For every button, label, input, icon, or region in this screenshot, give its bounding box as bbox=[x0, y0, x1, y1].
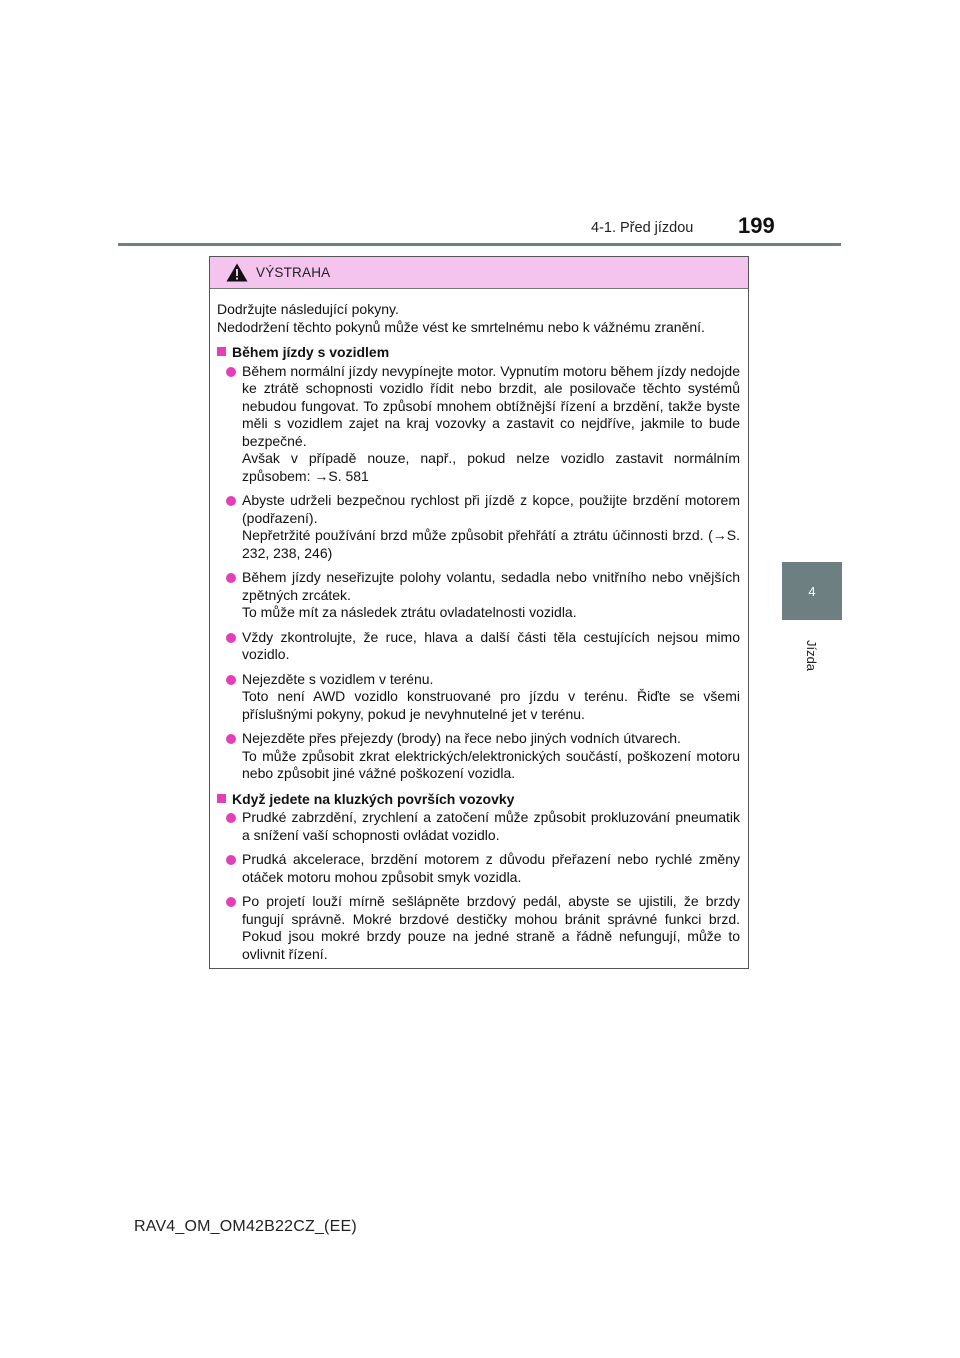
chapter-number: 4 bbox=[808, 583, 816, 599]
item-paragraph: Nejezděte přes přejezdy (brody) na řece nebo jiných vodních útvarech. bbox=[242, 730, 681, 746]
list-item bbox=[217, 363, 740, 486]
item-paragraph: Prudké zabrzdění, zrychlení a zatočení může způsobit prokluzování pneumatik a snížení vaší schopnosti ovládat vozidlo. bbox=[242, 809, 740, 843]
list-item bbox=[217, 629, 740, 664]
circle-bullet-icon bbox=[226, 633, 236, 643]
warning-body bbox=[210, 289, 748, 963]
warning-section bbox=[217, 791, 740, 964]
warning-box bbox=[209, 256, 749, 969]
manual-code: RAV4_OM_OM42B22CZ_(EE) bbox=[134, 1218, 357, 1235]
chapter-tab bbox=[782, 562, 842, 620]
list-item bbox=[217, 671, 740, 724]
item-paragraph: Avšak v případě nouze, např., pokud nelze vozidlo zastavit normálním způsobem: →S. 581 bbox=[242, 450, 740, 484]
list-item bbox=[217, 730, 740, 783]
square-bullet-icon bbox=[217, 794, 226, 803]
section-heading bbox=[217, 791, 740, 809]
item-paragraph: Během jízdy neseřizujte polohy volantu, sedadla nebo vnitřního nebo vnějších zpětných zrcátek. bbox=[242, 569, 740, 603]
square-bullet-icon bbox=[217, 347, 226, 356]
section-heading-text: Během jízdy s vozidlem bbox=[232, 344, 390, 360]
list-item bbox=[217, 492, 740, 562]
circle-bullet-icon bbox=[226, 573, 236, 583]
warning-title: VÝSTRAHA bbox=[256, 265, 331, 280]
item-paragraph: Abyste udrželi bezpečnou rychlost při jízdě z kopce, použijte brzdění motorem (podřazení). bbox=[242, 492, 740, 526]
circle-bullet-icon bbox=[226, 496, 236, 506]
circle-bullet-icon bbox=[226, 734, 236, 744]
item-paragraph: To může způsobit zkrat elektrických/elektronických součástí, poškození motoru nebo způsobit jiné vážné poškození vozidla. bbox=[242, 747, 740, 781]
chapter-label: Jízda bbox=[804, 639, 820, 671]
circle-bullet-icon bbox=[226, 855, 236, 865]
item-paragraph: Vždy zkontrolujte, že ruce, hlava a další části těla cestujících nejsou mimo vozidlo. bbox=[242, 628, 740, 662]
list-item bbox=[217, 569, 740, 622]
item-paragraph: Během normální jízdy nevypínejte motor. Vypnutím motoru během jízdy nedojde ke ztrátě schopnosti vozidlo řídit nebo brzdit, ale posilovače těchto systémů nebudou fungovat. To způsobí mnohem obtížnější řízení a brzdění, takže byste měli s vozidlem zajet na kraj vozovky a zastavit co nejdříve, jakmile to bude bezpečné. bbox=[242, 362, 740, 449]
section-heading bbox=[217, 344, 740, 362]
section-heading-text: Když jedete na kluzkých površích vozovky bbox=[232, 790, 515, 807]
warning-header bbox=[210, 257, 748, 289]
circle-bullet-icon bbox=[226, 675, 236, 685]
circle-bullet-icon bbox=[226, 813, 236, 823]
circle-bullet-icon bbox=[226, 367, 236, 377]
section-title: 4-1. Před jízdou bbox=[591, 220, 694, 236]
header-divider bbox=[118, 243, 841, 246]
item-paragraph: Po projetí louží mírně sešlápněte brzdový pedál, abyste se ujistili, že brzdy fungují správně. Mokré brzdové destičky mohou bránit správné funkci brzd. Pokud jsou mokré brzdy pouze na jedné straně a řádně nefungují, může to ovlivnit řízení. bbox=[242, 893, 740, 962]
item-paragraph: Toto není AWD vozidlo konstruované pro jízdu v terénu. Řiďte se všemi příslušnými pokyny, pokud je nevyhnutelné jet v terénu. bbox=[242, 688, 740, 722]
item-paragraph: Nepřetržité používání brzd může způsobit přehřátí a ztrátu účinnosti brzd. (→S. 232, 238, 246) bbox=[242, 527, 740, 561]
list-item bbox=[217, 893, 740, 963]
item-paragraph: To může mít za následek ztrátu ovladatelnosti vozidla. bbox=[242, 604, 577, 620]
intro-line: Dodržujte následující pokyny. bbox=[217, 301, 399, 317]
list-item bbox=[217, 851, 740, 886]
item-paragraph: Nejezděte s vozidlem v terénu. bbox=[242, 670, 434, 687]
chapter-label-wrapper bbox=[788, 630, 836, 680]
warning-section bbox=[217, 344, 740, 783]
circle-bullet-icon bbox=[226, 897, 236, 907]
warning-triangle-icon bbox=[226, 263, 248, 282]
page-number: 199 bbox=[738, 213, 775, 238]
intro-line: Nedodržení těchto pokynů může vést ke smrtelnému nebo k vážnému zranění. bbox=[217, 318, 705, 335]
list-item bbox=[217, 809, 740, 844]
warning-intro bbox=[217, 301, 740, 336]
warning-sections bbox=[217, 344, 740, 963]
item-paragraph: Prudká akcelerace, brzdění motorem z důvodu přeřazení nebo rychlé změny otáček motoru mohou způsobit smyk vozidla. bbox=[242, 851, 740, 885]
